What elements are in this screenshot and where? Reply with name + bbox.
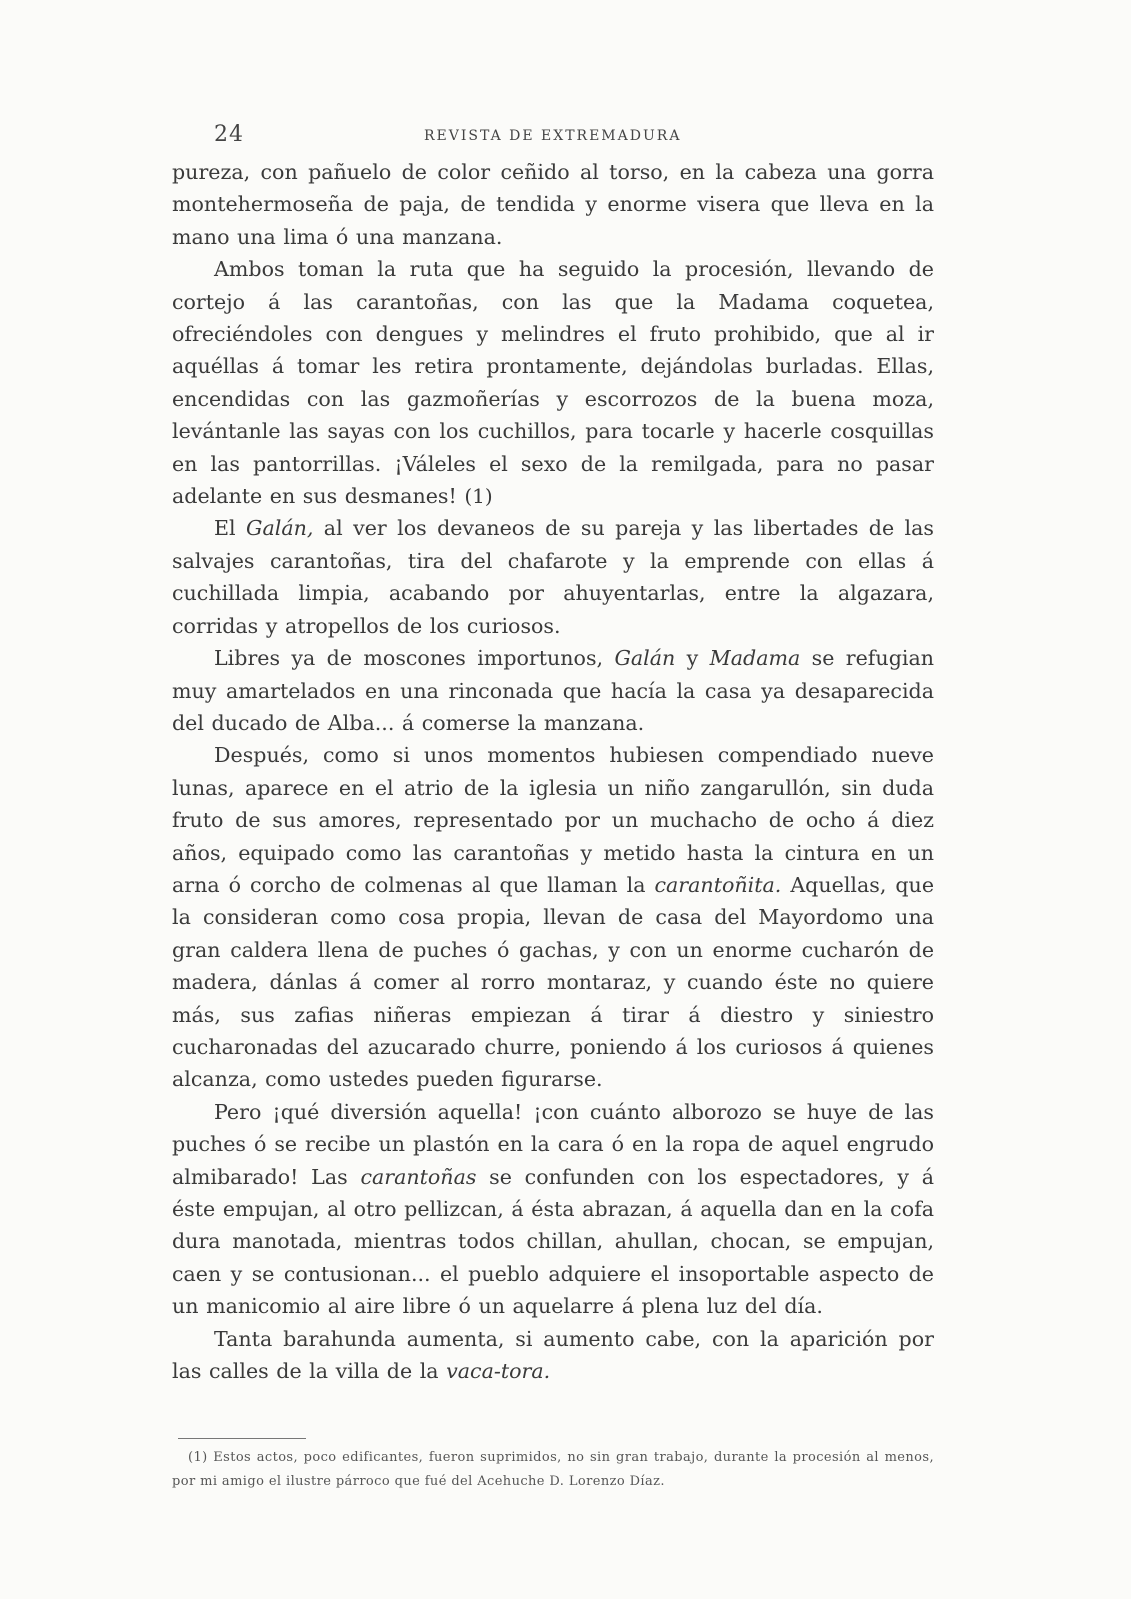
italic-term: carantoñita. — [654, 872, 782, 897]
italic-term: carantoñas — [360, 1164, 477, 1189]
paragraph — [172, 1323, 934, 1388]
paragraph — [172, 739, 934, 1095]
italic-term: Galán — [614, 646, 676, 671]
paragraph-text: Ambos toman la ruta que ha seguido la procesión, llevando de cortejo á las carantoñas, con las que la Madama coquetea, ofreciéndoles con dengues y melindres el fruto prohibido, que al ir aquéllas á tomar les retira prontamente, dejándolas burladas. Ellas, encendidas con las gazmoñerías y escorrozos de la buena moza, levántanle las sayas con los cuchillos, para tocarle y hacerle cosquillas en las pantorrillas. ¡Váleles el sexo de la remilgada, para no pasar adelante en sus desmanes! — [172, 257, 934, 509]
paragraph-text: al ver los devaneos de su pareja y las libertades de las salvajes carantoñas, tira del chafarote y la emprende con ellas á cuchillada limpia, acabando por ahuyentarlas, entre la algazara, corridas y atropellos de los curiosos. — [172, 516, 934, 638]
paragraph-text: Libres ya de moscones importunos, — [214, 646, 615, 671]
paragraph-text: Tanta barahunda aumenta, si aumento cabe, con la aparición por las calles de la villa de la — [172, 1326, 934, 1384]
paragraph-text: y — [675, 646, 710, 671]
footnote-rule — [178, 1438, 306, 1439]
paragraph — [172, 642, 934, 739]
body-text — [172, 156, 934, 1387]
paragraph-text: Después, como si unos momentos hubiesen compendiado nueve lunas, aparece en el atrio de la iglesia un niño zangarullón, sin duda fruto de sus amores, representado por un muchacho de ocho á diez años, equipado como las carantoñas y metido hasta la cintura en un arna ó corcho de colmenas al que llaman la — [172, 743, 934, 897]
paragraph-text: pureza, con pañuelo de color ceñido al torso, en la cabeza una gorra montehermoseña de paja, de tendida y enorme visera que lleva en la mano una lima ó una manzana. — [172, 160, 934, 249]
paragraph — [172, 1096, 934, 1323]
paragraph — [172, 253, 934, 512]
paragraph-text: El — [214, 516, 247, 541]
italic-term: Galán, — [246, 516, 314, 541]
running-title: REVISTA DE EXTREMADURA — [424, 128, 682, 144]
paragraph-text: Aquellas, que la consideran como cosa propia, llevan de casa del Mayordomo una gran caldera llena de puches ó gachas, y con un enorme cucharón de madera, dánlas á comer al rorro montaraz, y cuando éste no quiere más, sus zafias niñeras empiezan á tirar á diestro y siniestro cucharonadas del azucarado churre, poniendo á los curiosos á quienes alcanza, como ustedes pueden figurarse. — [172, 872, 935, 1092]
paragraph-text: Pero ¡qué diversión aquella! ¡con cuánto alborozo se huye de las puches ó se recibe un plastón en la cara ó en la ropa de aquel engrudo almibarado! Las — [172, 1099, 934, 1189]
paragraph-text: se refugian muy amartelados en una rinconada que hacía la casa ya desaparecida del ducado de Alba... á comerse la manzana. — [172, 646, 935, 735]
italic-term: Madama — [709, 646, 801, 671]
page-header — [214, 122, 934, 150]
footnote-marker: (1) — [464, 484, 493, 509]
paragraph-text: se confunden con los espectadores, y á éste empujan, al otro pellizcan, á ésta abrazan, á aquella dan en la cofa dura manotada, mientras todos chillan, ahullan, chocan, se empujan, caen y se contusionan... el pueblo adquiere el insoportable aspecto de un manicomio al aire libre ó un aquelarre á plena luz del día. — [172, 1164, 934, 1319]
footnote: (1) Estos actos, poco edificantes, fueron suprimidos, no sin gran trabajo, durante la procesión al menos, por mi amigo el ilustre párroco que fué del Acehuche D. Lorenzo Díaz. — [172, 1450, 934, 1489]
paragraph — [172, 156, 934, 253]
italic-term: vaca-tora. — [446, 1359, 551, 1384]
paragraph — [172, 512, 934, 642]
page-number: 24 — [214, 122, 244, 147]
